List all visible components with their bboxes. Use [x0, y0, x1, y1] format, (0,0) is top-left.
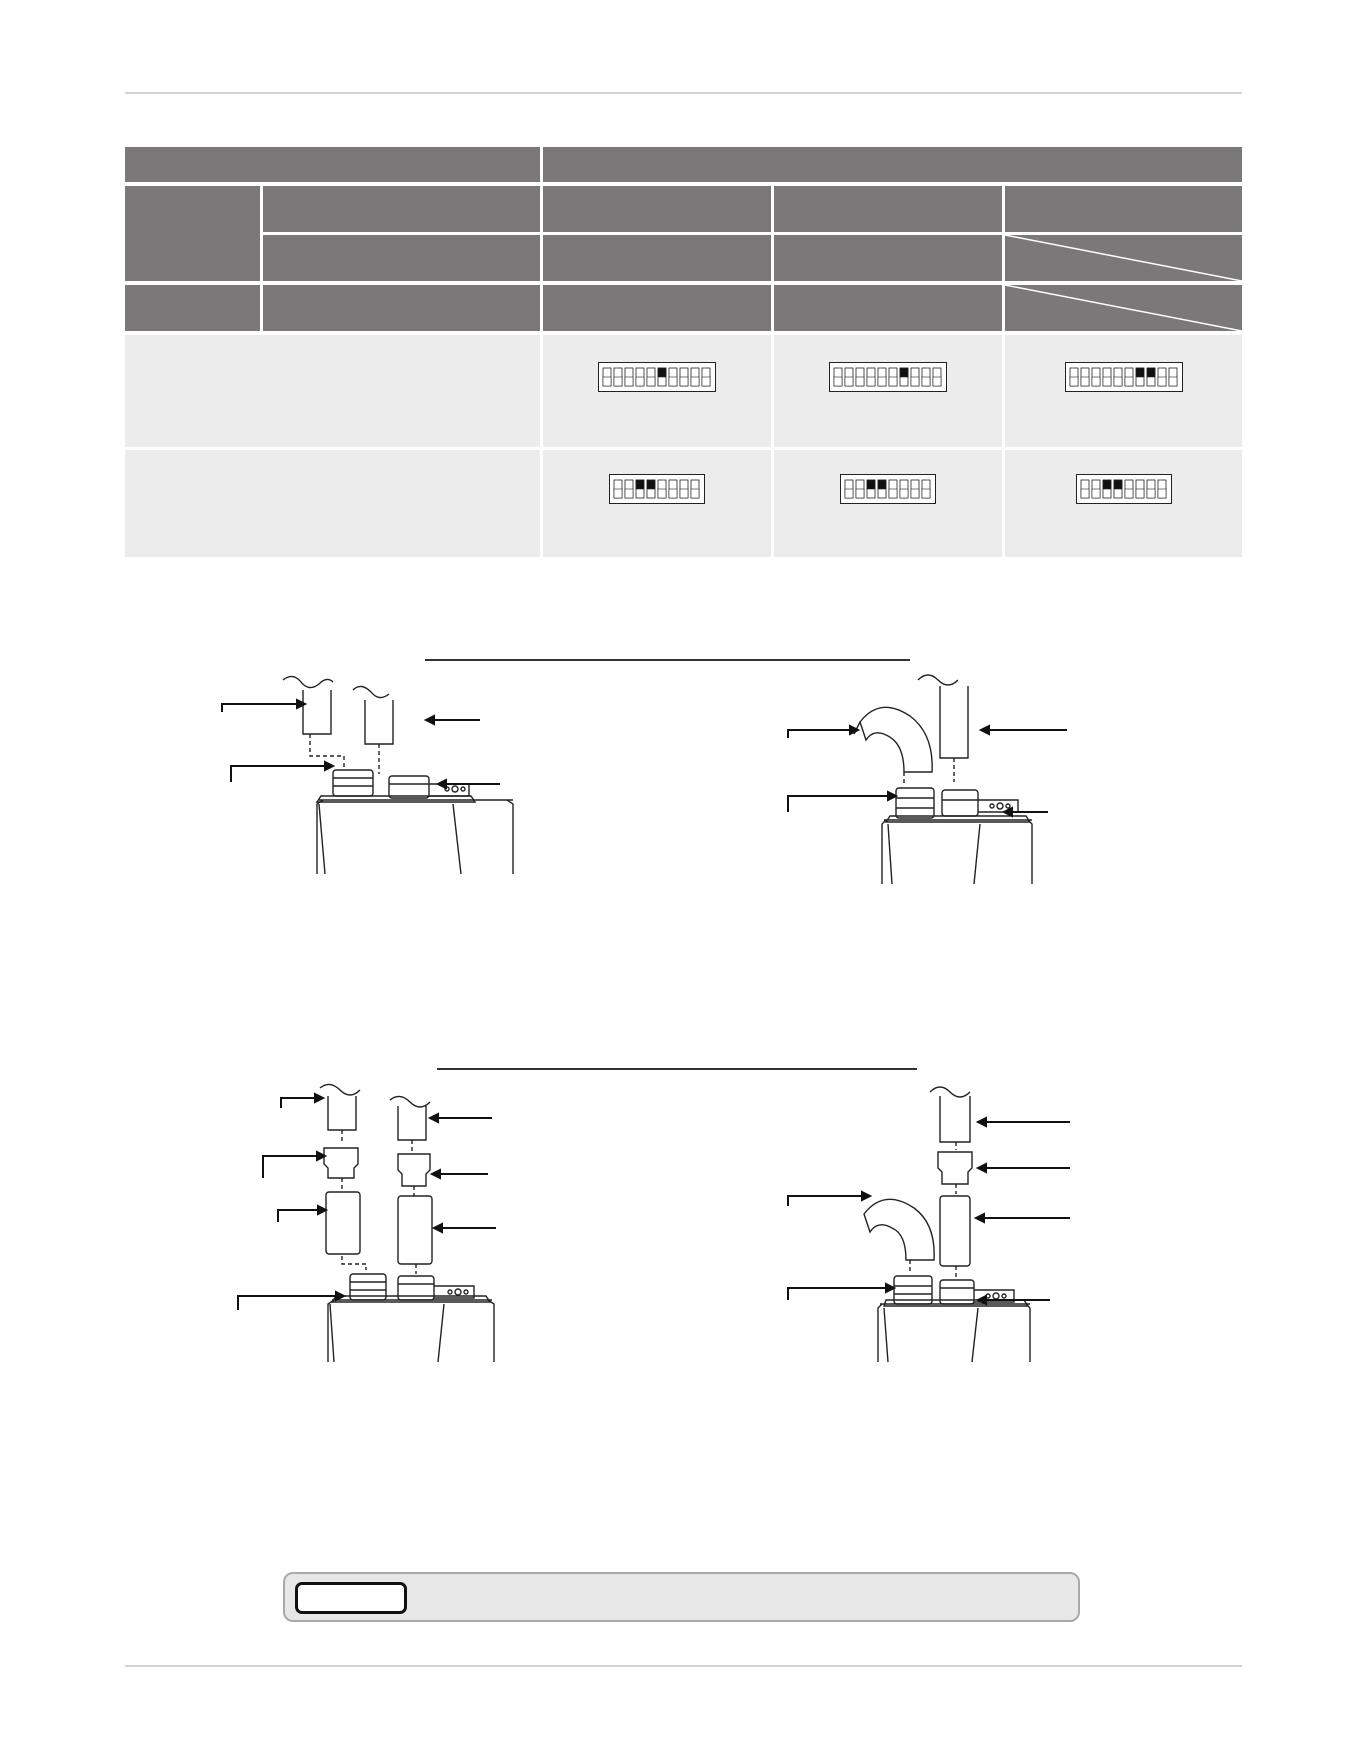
vent-diagram-adapter-left — [230, 1078, 530, 1363]
dip-switch-knob-off — [1147, 489, 1155, 498]
dip-switch-knob-off — [1158, 489, 1166, 498]
dip-switch-block — [840, 474, 936, 504]
dip-switch-knob-off — [845, 489, 853, 498]
row1-val-2 — [774, 186, 1002, 232]
vent-diagram-direct-left — [215, 672, 515, 877]
dip-switch-knob-off — [1103, 377, 1111, 386]
dip-switch-frame — [610, 475, 705, 504]
dip-switch-knob-off — [889, 489, 897, 498]
dip-switch-knob-off — [1081, 489, 1089, 498]
dip-switch-block — [598, 362, 716, 392]
dip-switch-knob-off — [1114, 377, 1122, 386]
dip-row1-label — [125, 335, 540, 447]
dip-switch-knob-off — [1158, 377, 1166, 386]
dip-switch-knob-on — [1114, 480, 1122, 489]
table-header-left — [125, 147, 540, 182]
dip-switch-knob-off — [1092, 377, 1100, 386]
dip-switch-knob-off — [691, 377, 699, 386]
dip-switch-knob-off — [1125, 489, 1133, 498]
row-group-label — [125, 186, 260, 281]
row3-val-2 — [774, 285, 1002, 331]
dip-switch-knob-on — [1136, 368, 1144, 377]
dip-switch-block — [1065, 362, 1183, 392]
dip-switch-knob-on — [900, 368, 908, 377]
dip-switch-knob-off — [603, 377, 611, 386]
dip-switch-knob-off — [625, 489, 633, 498]
row2-sub — [263, 235, 540, 281]
dip-switch-knob-off — [691, 489, 699, 498]
row1-sub — [263, 186, 540, 232]
dip-switch-knob-off — [647, 377, 655, 386]
dip-row2-label — [125, 450, 540, 557]
dip-switch-knob-off — [911, 489, 919, 498]
dip-switch-knob-off — [900, 489, 908, 498]
dip-switch-knob-on — [1103, 480, 1111, 489]
dip-switch-knob-off — [669, 489, 677, 498]
dip-switch-block — [829, 362, 947, 392]
dip-switch-knob-on — [867, 480, 875, 489]
dip-switch-knob-off — [933, 377, 941, 386]
dip-switch-knob-off — [845, 377, 853, 386]
row3-label — [125, 285, 260, 331]
dip-switch-knob-off — [702, 377, 710, 386]
dip-switch-knob-off — [1169, 377, 1177, 386]
dip-switch-frame — [841, 475, 936, 504]
dip-switch-knob-off — [680, 489, 688, 498]
row1-val-3 — [1005, 186, 1242, 232]
row3-sub — [263, 285, 540, 331]
dip-switch-knob-off — [834, 377, 842, 386]
dip-switch-knob-on — [878, 480, 886, 489]
dip-switch-block — [609, 474, 705, 504]
dip-switch-knob-on — [647, 480, 655, 489]
dip-switch-knob-off — [614, 377, 622, 386]
dip-switch-knob-off — [1125, 377, 1133, 386]
dip-switch-knob-on — [636, 480, 644, 489]
dip-switch-frame — [1077, 475, 1172, 504]
diagonal-slash — [1005, 235, 1242, 281]
row2-val-1 — [543, 235, 771, 281]
dip-switch-knob-off — [889, 377, 897, 386]
table-header-right — [543, 147, 1242, 182]
dip-switch-knob-off — [1070, 377, 1078, 386]
dip-switch-knob-off — [680, 377, 688, 386]
dip-switch-knob-off — [1081, 377, 1089, 386]
bottom-rule — [125, 1665, 1242, 1667]
dip-switch-knob-off — [1092, 489, 1100, 498]
note-box — [283, 1572, 1080, 1622]
row1-val-1 — [543, 186, 771, 232]
dip-switch-knob-on — [1147, 368, 1155, 377]
dip-switch-knob-off — [1136, 489, 1144, 498]
dip-switch-knob-on — [658, 368, 666, 377]
top-rule — [125, 92, 1242, 94]
row3-val-3-empty — [1005, 285, 1242, 331]
note-tag — [295, 1582, 407, 1614]
section2-title-underline — [437, 1068, 917, 1070]
vent-diagram-direct-right — [780, 672, 1080, 887]
dip-switch-knob-off — [911, 377, 919, 386]
dip-switch-knob-off — [658, 489, 666, 498]
dip-switch-knob-off — [669, 377, 677, 386]
dip-switch-knob-off — [614, 489, 622, 498]
diagonal-slash — [1005, 285, 1242, 331]
dip-switch-knob-off — [878, 377, 886, 386]
dip-switch-knob-off — [922, 489, 930, 498]
section1-title-underline — [425, 659, 910, 661]
vent-diagram-adapter-right — [780, 1078, 1080, 1363]
dip-switch-knob-off — [922, 377, 930, 386]
dip-switch-knob-off — [636, 377, 644, 386]
dip-switch-knob-off — [856, 489, 864, 498]
row2-val-3-empty — [1005, 235, 1242, 281]
dip-switch-knob-off — [867, 377, 875, 386]
dip-switch-knob-off — [625, 377, 633, 386]
row3-val-1 — [543, 285, 771, 331]
row2-val-2 — [774, 235, 1002, 281]
dip-switch-knob-off — [856, 377, 864, 386]
dip-switch-block — [1076, 474, 1172, 504]
